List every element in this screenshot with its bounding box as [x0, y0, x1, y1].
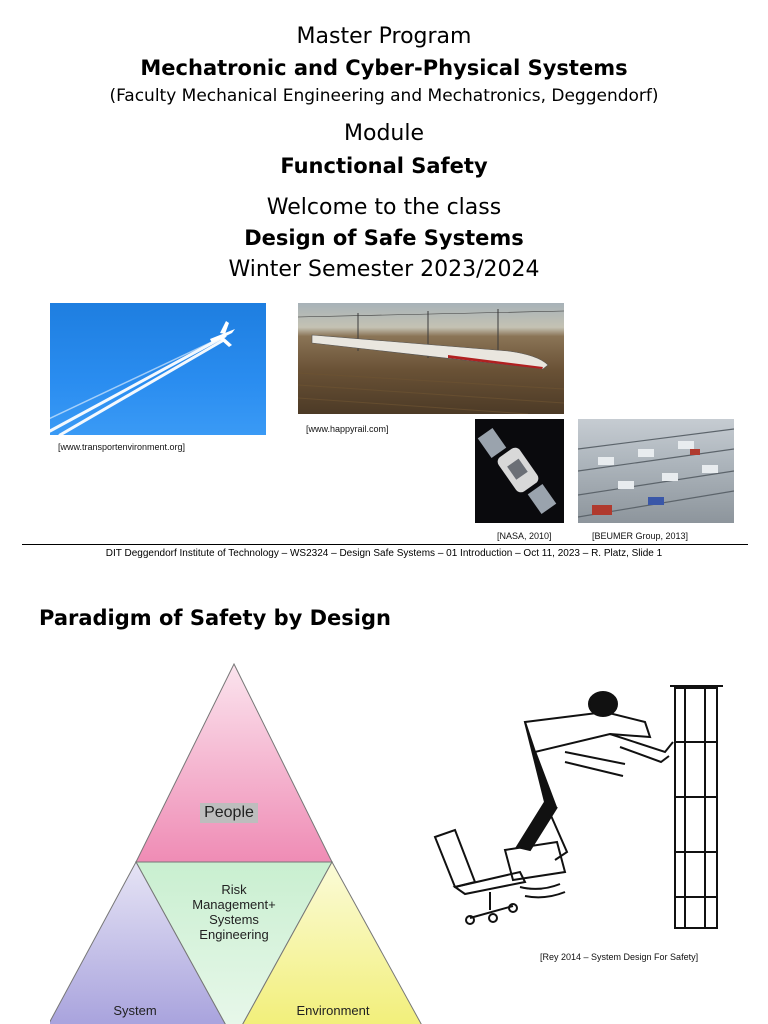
faculty-line: (Faculty Mechanical Engineering and Mechatronics, Deggendorf) — [109, 86, 659, 106]
module-label: Module — [344, 121, 424, 146]
program-label: Master Program — [296, 24, 472, 49]
semester-text: Winter Semester 2023/2024 — [228, 257, 540, 282]
warehouse-conveyor-image — [578, 419, 734, 523]
train-image — [298, 303, 564, 414]
welcome-text: Welcome to the class — [266, 195, 502, 220]
slide2-title: Paradigm of Safety by Design — [39, 606, 391, 630]
slide-footer: DIT Deggendorf Institute of Technology – WS2324 – Design Safe Systems – 01 Introduction – Oct 11, 2023 – R. Platz, Slide 1 — [105, 548, 663, 559]
satellite-image — [475, 419, 564, 523]
risk-management-label: Risk Management+ Systems Engineering — [192, 882, 276, 942]
unsafe-ladder-cartoon — [425, 682, 735, 932]
program-title: Mechatronic and Cyber-Physical Systems — [140, 56, 628, 80]
satellite-caption: [NASA, 2010] — [497, 531, 552, 541]
environment-label: Environment — [296, 1003, 370, 1018]
footer-divider — [22, 544, 748, 545]
train-caption: [www.happyrail.com] — [306, 424, 389, 434]
system-label: System — [113, 1003, 157, 1018]
module-title: Functional Safety — [280, 154, 488, 178]
airplane-contrail-image — [50, 303, 266, 435]
people-segment — [136, 664, 332, 862]
safety-triangle-diagram — [50, 660, 430, 1024]
plane-caption: [www.transportenvironment.org] — [58, 442, 186, 452]
class-title: Design of Safe Systems — [244, 226, 524, 250]
people-label: People — [200, 803, 258, 823]
cartoon-caption: [Rey 2014 – System Design For Safety] — [540, 952, 699, 962]
warehouse-caption: [BEUMER Group, 2013] — [592, 531, 689, 541]
